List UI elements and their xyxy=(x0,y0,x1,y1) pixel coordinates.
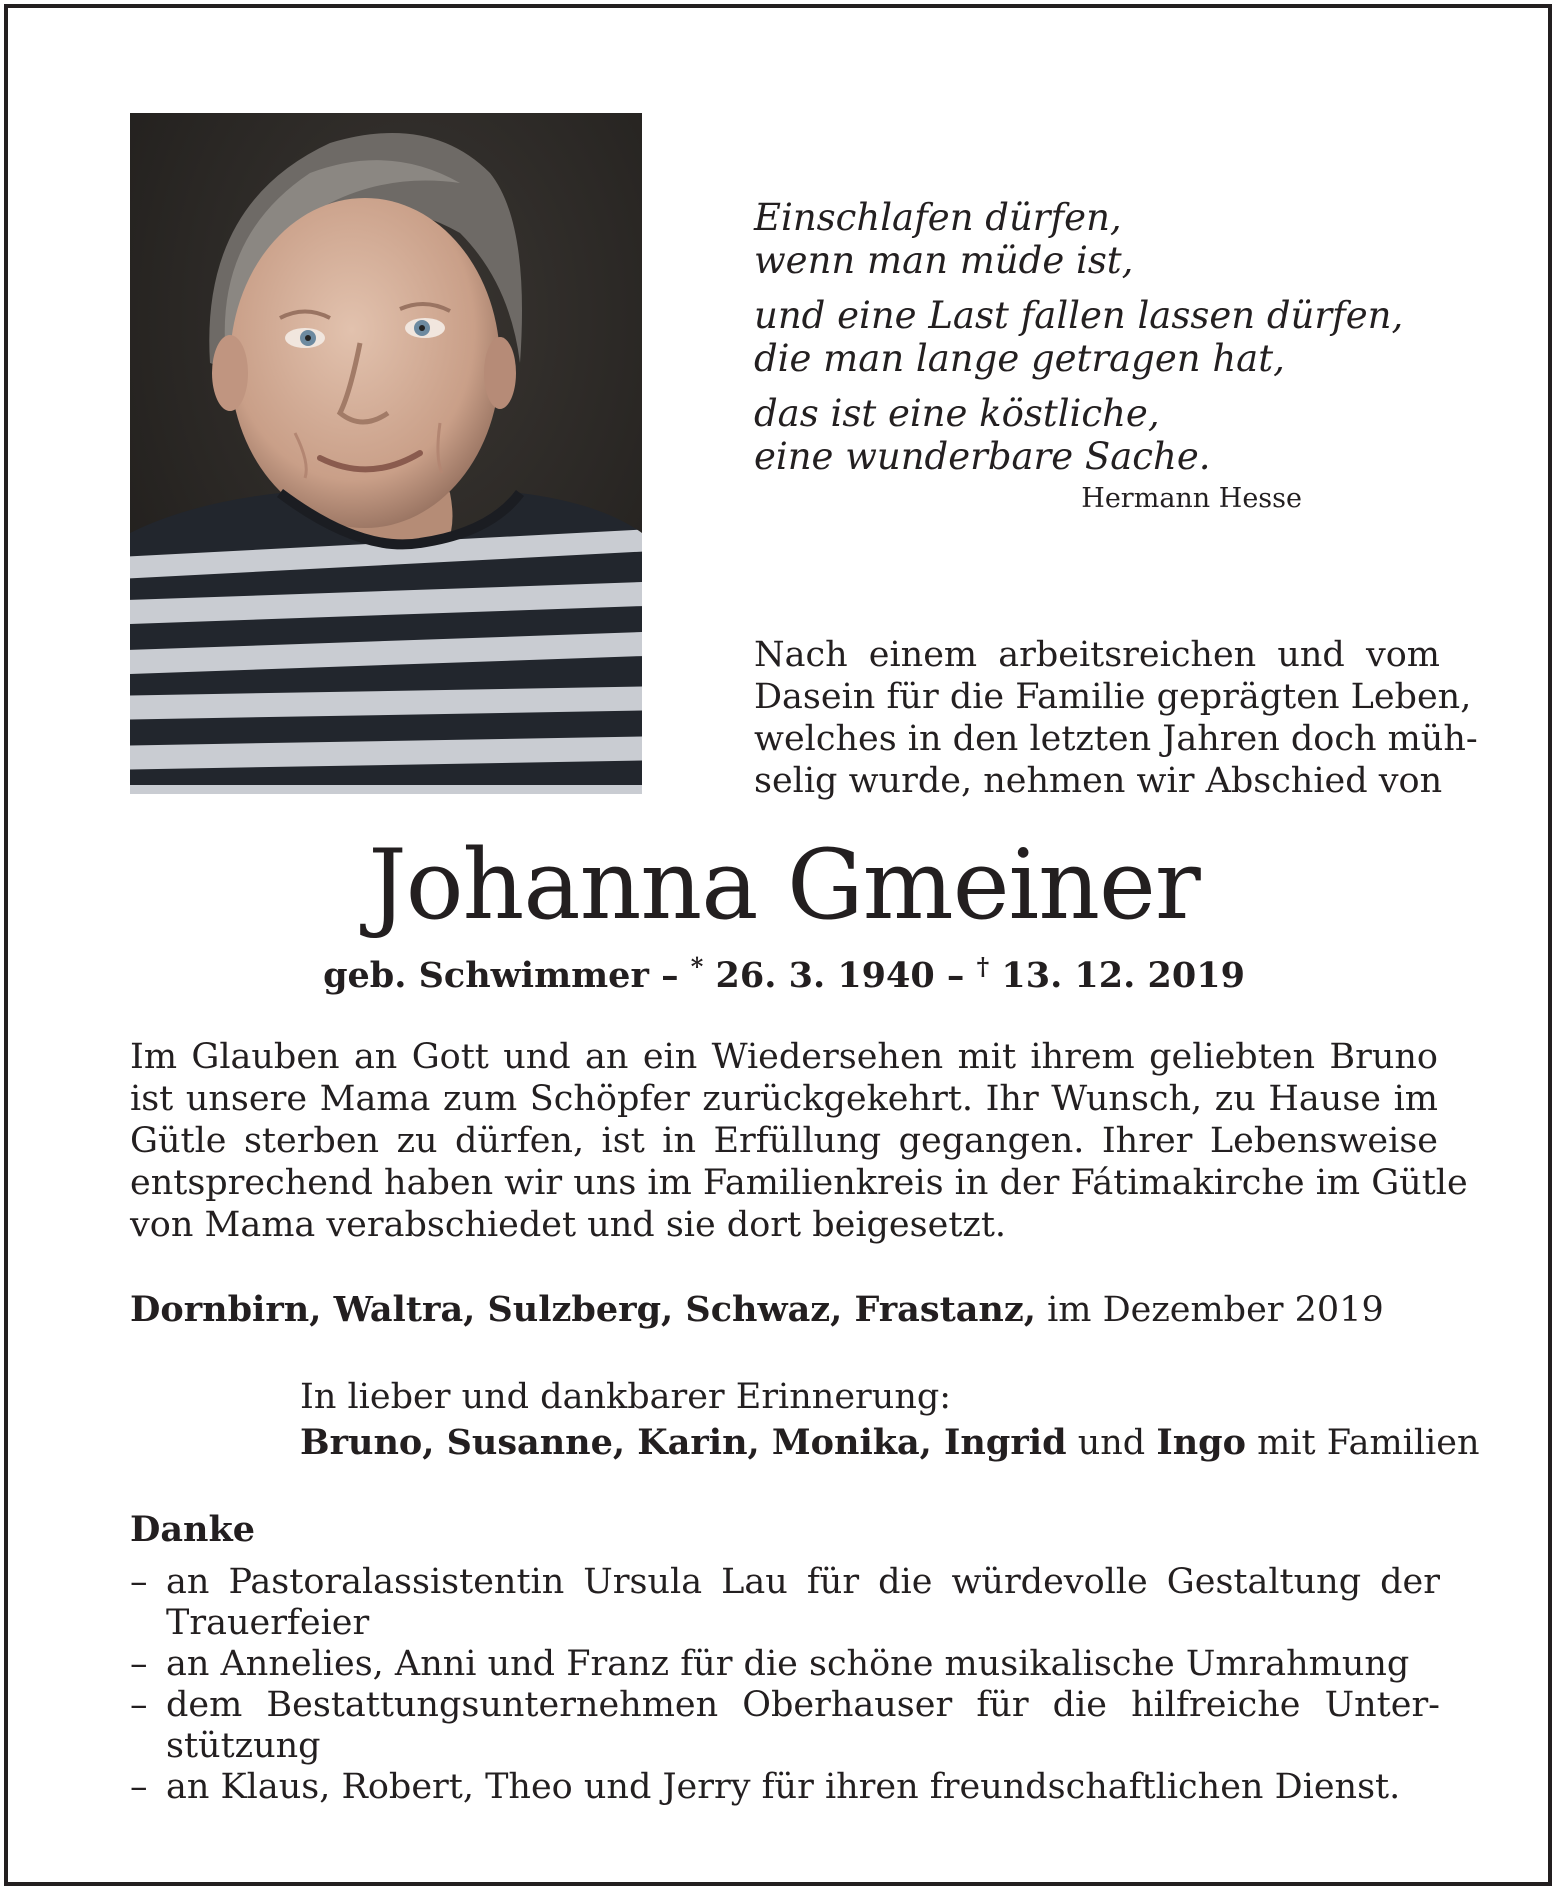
thanks-line: stützung xyxy=(166,1726,321,1766)
thanks-line: dem Bestattungsunternehmen Oberhauser für die hilfreiche Unter- xyxy=(166,1685,1440,1725)
death-symbol: † xyxy=(976,952,990,981)
poem-stanza xyxy=(754,294,1404,380)
body-line: entsprechend haben wir uns im Familienkreis in der Fátimakirche im Gütle xyxy=(130,1163,1468,1203)
thanks-line: an Klaus, Robert, Theo und Jerry für ihren freundschaftlichen Dienst. xyxy=(166,1767,1401,1807)
mourner-names: Bruno, Susanne, Karin, Monika, Ingrid xyxy=(300,1422,1067,1463)
thanks-item xyxy=(130,1562,1440,1644)
dash: – xyxy=(130,1767,148,1807)
thanks-item xyxy=(130,1685,1440,1767)
poem-line: wenn man müde ist, xyxy=(754,239,1134,282)
thanks-list xyxy=(130,1562,1440,1808)
dash: – xyxy=(130,1644,148,1684)
separator: – xyxy=(661,955,679,996)
poem-line: die man lange getragen hat, xyxy=(754,337,1285,380)
intro-line: Nach einem arbeitsreichen und vom xyxy=(754,635,1440,675)
body-line: Im Glauben an Gott und an ein Wiedersehen mit ihrem geliebten Bruno xyxy=(130,1037,1438,1077)
main-paragraph xyxy=(130,1036,1468,1246)
conjunction: und xyxy=(1077,1423,1146,1463)
thanks-heading: Danke xyxy=(130,1509,255,1550)
poem-line: und eine Last fallen lassen dürfen, xyxy=(754,294,1404,337)
death-date: 13. 12. 2019 xyxy=(1001,955,1245,996)
deceased-name: Johanna Gmeiner xyxy=(368,829,1200,941)
towns: Dornbirn, Waltra, Sulzberg, Schwaz, Frastanz, xyxy=(130,1289,1036,1330)
body-line: von Mama verabschiedet und sie dort beigesetzt. xyxy=(130,1205,1007,1245)
body-line: Gütle sterben zu dürfen, ist in Erfüllung gegangen. Ihrer Lebensweise xyxy=(130,1121,1438,1161)
poem-quote xyxy=(754,196,1404,490)
birth-symbol: * xyxy=(690,952,704,981)
thanks-line: an Pastoralassistentin Ursula Lau für die würdevolle Gestaltung der xyxy=(166,1562,1440,1602)
intro-paragraph xyxy=(754,634,1478,802)
poem-stanza xyxy=(754,392,1314,478)
separator: – xyxy=(946,955,965,996)
poem-stanza xyxy=(754,196,1314,282)
place-date-line xyxy=(130,1288,1470,1332)
mourners-block xyxy=(300,1374,1480,1466)
thanks-line: an Annelies, Anni und Franz für die schöne musikalische Umrahmung xyxy=(166,1644,1410,1684)
poem-line: eine wunderbare Sache. xyxy=(754,435,1211,478)
thanks-item xyxy=(130,1767,1440,1808)
dash: – xyxy=(130,1685,148,1725)
thanks-item xyxy=(130,1644,1440,1685)
mourner-last-name: Ingo xyxy=(1156,1422,1246,1463)
poem-line: Einschlafen dürfen, xyxy=(754,196,1122,239)
life-dates xyxy=(0,954,1568,998)
body-line: ist unsere Mama zum Schöpfer zurückgekehrt. Ihr Wunsch, zu Hause im xyxy=(130,1079,1438,1119)
intro-line: welches in den letzten Jahren doch müh- xyxy=(754,719,1478,759)
mourners-suffix: mit Familien xyxy=(1257,1423,1480,1463)
intro-line: Dasein für die Familie geprägten Leben, xyxy=(754,677,1472,717)
intro-line: selig wurde, nehmen wir Abschied von xyxy=(754,761,1443,801)
mourners-line xyxy=(300,1420,1480,1466)
notice-date: im Dezember 2019 xyxy=(1047,1290,1384,1330)
poem-author: Hermann Hesse xyxy=(1081,483,1302,514)
birth-date: 26. 3. 1940 xyxy=(715,955,935,996)
poem-line: das ist eine köstliche, xyxy=(754,392,1160,435)
dash: – xyxy=(130,1562,148,1602)
portrait-photo xyxy=(130,113,642,794)
maiden-name: geb. Schwimmer xyxy=(323,955,649,996)
thanks-line: Trauerfeier xyxy=(166,1603,370,1643)
memory-intro: In lieber und dankbarer Erinnerung: xyxy=(300,1377,952,1417)
